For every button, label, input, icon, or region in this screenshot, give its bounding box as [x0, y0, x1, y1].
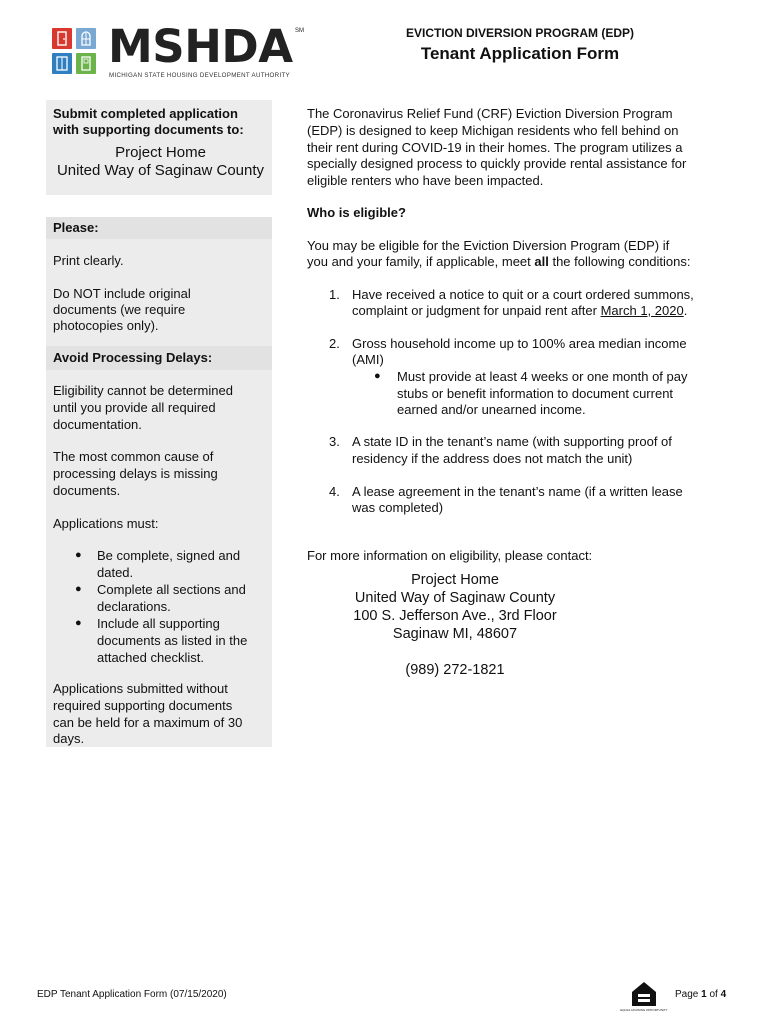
bullet-icon: ● — [374, 370, 381, 382]
form-identifier: EDP Tenant Application Form (07/15/2020) — [37, 989, 227, 1000]
who-eligible-heading: Who is eligible? — [307, 205, 406, 220]
contact-phone: (989) 272-1821 — [405, 662, 505, 678]
bullet-complete-2: dated. — [97, 565, 134, 580]
condition-number: 3. — [329, 434, 340, 449]
condition-1-2: complaint or judgment for unpaid rent after March 1, 2020. — [352, 303, 688, 318]
condition-4: A lease agreement in the tenant’s name (if a written lease — [352, 484, 683, 499]
svg-text:EQUAL HOUSING OPPORTUNITY: EQUAL HOUSING OPPORTUNITY — [620, 1008, 668, 1012]
program-title: EVICTION DIVERSION PROGRAM (EDP) — [405, 26, 635, 40]
bullet-supporting: Include all supporting — [97, 616, 220, 631]
no-originals-3: photocopies only). — [53, 318, 159, 333]
eligibility-note-3: documentation. — [53, 417, 142, 432]
no-originals-2: documents (we require — [53, 302, 186, 317]
sub-bullet-3: earned and/or unearned income. — [397, 402, 586, 417]
window-icon — [76, 28, 96, 49]
intro-paragraph-5: eligible renters who have been impacted. — [307, 173, 544, 188]
eligibility-note-2: until you provide all required — [53, 400, 216, 415]
contact-intro: For more information on eligibility, please contact: — [307, 548, 593, 563]
common-cause-2: processing delays is missing — [53, 466, 218, 481]
bullet-sections-2: declarations. — [97, 599, 171, 614]
logo-subtitle: MICHIGAN STATE HOUSING DEVELOPMENT AUTHORITY — [109, 72, 290, 79]
contact-org-2: United Way of Saginaw County — [354, 590, 556, 606]
no-originals: Do NOT include original — [53, 286, 191, 301]
door-panel-icon — [76, 53, 96, 74]
avoid-heading: Avoid Processing Delays: — [53, 350, 213, 365]
held-note: Applications submitted without — [53, 681, 228, 696]
contact-city: Saginaw MI, 48607 — [392, 626, 518, 642]
bullet-sections: Complete all sections and — [97, 582, 246, 597]
contact-address: 100 S. Jefferson Ave., 3rd Floor — [353, 608, 557, 624]
condition-number: 1. — [329, 287, 340, 302]
condition-2-2: (AMI) — [352, 352, 384, 367]
logo-wordmark: MSHDA — [108, 20, 293, 73]
eligible-intro-2: you and your family, if applicable, meet all the following conditions: — [307, 254, 691, 269]
common-cause-3: documents. — [53, 483, 121, 498]
condition-number: 4. — [329, 484, 340, 499]
held-note-3: can be held for a maximum of 30 — [53, 715, 243, 730]
sub-bullet-2: stubs or benefit information to document current — [397, 386, 674, 401]
submit-heading: Submit completed application — [53, 106, 238, 121]
held-note-4: days. — [53, 731, 85, 746]
common-cause: The most common cause of — [53, 449, 214, 464]
form-title: Tenant Application Form — [420, 44, 620, 63]
eligible-intro: You may be eligible for the Eviction Diversion Program (EDP) if — [307, 238, 670, 253]
bullet-icon: ● — [75, 617, 82, 629]
condition-4-2: was completed) — [352, 500, 444, 515]
bullet-complete: Be complete, signed and — [97, 548, 241, 563]
logo-tiles — [52, 28, 102, 80]
intro-paragraph-3: their rent during COVID-19 in their homes. The program utilizes a — [307, 140, 683, 155]
held-note-2: required supporting documents — [53, 698, 233, 713]
bullet-supporting-2: documents as listed in the — [97, 633, 248, 648]
submit-org-2: United Way of Saginaw County — [56, 162, 265, 179]
submit-org: Project Home — [115, 144, 206, 161]
intro-paragraph-4: specially designed process to quickly provide rental assistance for — [307, 156, 687, 171]
double-door-icon — [52, 53, 72, 74]
condition-2: Gross household income up to 100% area median income — [352, 336, 687, 351]
door-icon — [52, 28, 72, 49]
intro-paragraph-2: (EDP) is designed to keep Michigan residents who fell behind on — [307, 123, 679, 138]
eligibility-note: Eligibility cannot be determined — [53, 383, 233, 398]
bullet-icon: ● — [75, 583, 82, 595]
equal-housing-icon — [620, 980, 668, 1012]
please-heading: Please: — [53, 220, 99, 235]
sub-bullet: Must provide at least 4 weeks or one month of pay — [397, 369, 688, 384]
submit-heading-2: with supporting documents to: — [53, 122, 244, 137]
date-link: March 1, 2020 — [600, 303, 684, 318]
contact-org: Project Home — [411, 572, 499, 588]
condition-1: Have received a notice to quit or a court ordered summons, — [352, 287, 694, 302]
intro-paragraph: The Coronavirus Relief Fund (CRF) Eviction Diversion Program — [307, 106, 673, 121]
condition-number: 2. — [329, 336, 340, 351]
logo-trademark: SM — [295, 28, 304, 34]
applications-must: Applications must: — [53, 516, 159, 531]
bullet-icon: ● — [75, 549, 82, 561]
page-indicator: Page 1 of 4 — [675, 989, 727, 1000]
print-clearly: Print clearly. — [53, 253, 124, 268]
condition-3: A state ID in the tenant’s name (with supporting proof of — [352, 434, 672, 449]
bullet-supporting-3: attached checklist. — [97, 650, 204, 665]
condition-3-2: residency if the address does not match the unit) — [352, 451, 633, 466]
mshda-logo — [52, 20, 310, 84]
